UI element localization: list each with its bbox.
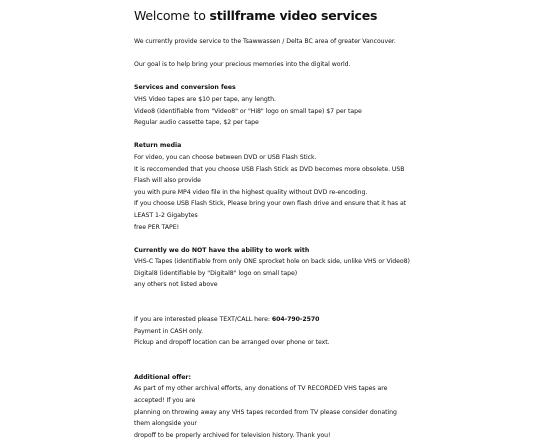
title-prefix: Welcome to xyxy=(134,8,210,23)
service-item: Regular audio cassette tape, $2 per tape xyxy=(134,119,259,127)
return-media-heading: Return media xyxy=(134,142,182,150)
contact-section xyxy=(134,314,414,349)
not-supported-section xyxy=(134,245,414,291)
not-supported-heading: Currently we do NOT have the ability to work with xyxy=(134,246,310,254)
not-supported-item: any others not listed above xyxy=(134,281,218,289)
additional-offer-line: planning on throwing away any VHS tapes recorded from TV please consider donating them alongside your xyxy=(134,408,397,428)
not-supported-item: Digital8 (identifiable by "Digital8" logo on small tape) xyxy=(134,269,298,277)
return-media-section xyxy=(134,140,414,233)
return-media-line: For video, you can choose between DVD or USB Flash Stick. xyxy=(134,153,317,161)
page-content xyxy=(134,0,414,441)
goal-text: Our goal is to help bring your precious memories into the digital world. xyxy=(134,61,351,69)
additional-offer-line: dropoff to be properly archived for television history. Thank you! xyxy=(134,431,331,439)
services-heading: Services and conversion fees xyxy=(134,84,236,92)
pickup-text: Pickup and dropoff location can be arranged over phone or text. xyxy=(134,339,330,347)
service-area-text: We currently provide service to the Tsawwassen / Delta BC area of greater Vancouver. xyxy=(134,38,396,45)
not-supported-item: VHS-C Tapes (identifiable from only ONE sprocket hole on back side, unlike VHS or Video8) xyxy=(134,258,410,266)
phone-number: 604-790-2570 xyxy=(271,316,320,324)
payment-text: Payment in CASH only. xyxy=(134,327,203,335)
return-media-line: free PER TAPE! xyxy=(134,223,180,231)
contact-prefix: If you are interested please TEXT/CALL here: xyxy=(134,316,272,324)
return-media-line: It is reccomended that you choose USB Flash Stick as DVD becomes more obsolete. USB Flash will also provide xyxy=(134,165,405,185)
services-section xyxy=(134,82,414,128)
additional-offer-section xyxy=(134,372,414,441)
return-media-line: If you choose USB Flash Stick, Please bring your own flash drive and ensure that it has at LEAST 1-2 Gigabytes xyxy=(134,200,407,219)
return-media-line: you with pure MP4 video file in the highest quality without DVD re-encoding. xyxy=(134,188,368,196)
service-item: Video8 (identifiable from "Video8" or "Hi8" logo on small tape) $7 per tape xyxy=(134,107,362,115)
service-item: VHS Video tapes are $10 per tape, any length. xyxy=(134,95,276,103)
additional-offer-line: As part of my other archival efforts, any donations of TV RECORDED VHS tapes are accepted! If you are xyxy=(134,385,388,405)
additional-offer-heading: Additional offer: xyxy=(134,373,191,381)
brand-name: stillframe video services xyxy=(209,8,378,23)
page-title xyxy=(134,8,414,24)
contact-line xyxy=(134,314,414,326)
